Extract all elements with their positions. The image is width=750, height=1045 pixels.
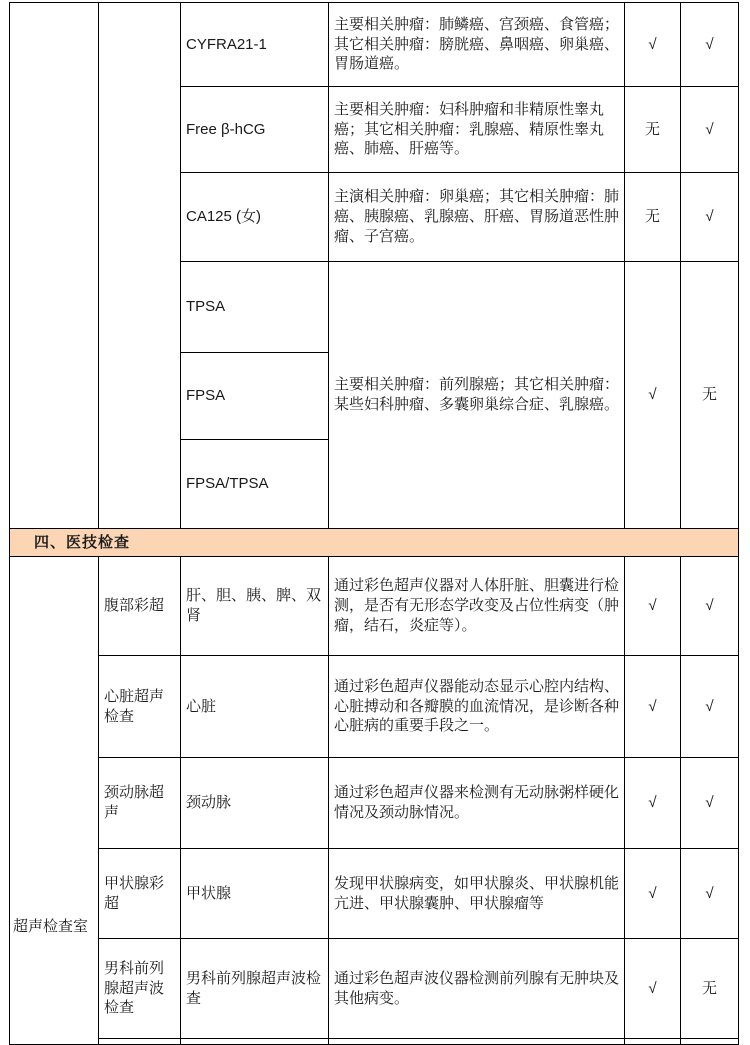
exam-item: 肝、胆、胰、脾、双肾: [181, 557, 329, 656]
exam-description: 通过彩色超声仪器来检测有无动脉粥样硬化情况及颈动脉情况。: [329, 758, 625, 849]
check-col-1: 无: [625, 173, 681, 262]
check-col-1: √: [625, 939, 681, 1039]
check-col-1: √: [625, 557, 681, 656]
exam-description: 发现甲状腺病变，如甲状腺炎、甲状腺机能亢进、甲状腺囊肿、甲状腺瘤等: [329, 849, 625, 939]
department-cell: [10, 557, 99, 1045]
exam-description-empty: [329, 1039, 625, 1045]
check-col-1: 无: [625, 87, 681, 173]
exam-item: 心脏: [181, 656, 329, 758]
check-col-1-empty: [625, 1039, 681, 1045]
table-row: [10, 939, 739, 1039]
check-col-2: 无: [681, 262, 739, 529]
dept-cell-empty: [10, 3, 99, 529]
exam-package-table: [9, 2, 739, 1045]
exam-category: 腹部彩超: [99, 557, 181, 656]
exam-description: 通过彩色超声仪器能动态显示心腔内结构、心脏搏动和各瓣膜的血流情况，是诊断各种心脏病的重要手段之一。: [329, 656, 625, 758]
test-description: 主演相关肿瘤：卵巢癌；其它相关肿瘤：肺癌、胰腺癌、乳腺癌、肝癌、胃肠道恶性肿瘤、子宫癌。: [329, 173, 625, 262]
exam-item: 颈动脉: [181, 758, 329, 849]
table-row: [10, 849, 739, 939]
category-cell-empty: [99, 3, 181, 529]
check-col-2: 无: [681, 939, 739, 1039]
test-name: CA125 (女): [181, 173, 329, 262]
exam-item-empty: [181, 1039, 329, 1045]
section-header-row: [10, 529, 739, 557]
test-description: 主要相关肿瘤：妇科肿瘤和非精原性睾丸癌；其它相关肿瘤：乳腺癌、精原性睾丸癌、肺癌、肝癌等。: [329, 87, 625, 173]
check-col-1: √: [625, 656, 681, 758]
table-row: [10, 3, 739, 87]
exam-description: 通过彩色超声波仪器检测前列腺有无肿块及其他病变。: [329, 939, 625, 1039]
test-name: Free β-hCG: [181, 87, 329, 173]
test-description: 主要相关肿瘤：前列腺癌；其它相关肿瘤：某些妇科肿瘤、多囊卵巢综合症、乳腺癌。: [329, 262, 625, 529]
exam-category-empty: [99, 1039, 181, 1045]
exam-category: 颈动脉超声: [99, 758, 181, 849]
test-name: CYFRA21-1: [181, 3, 329, 87]
check-col-2: √: [681, 849, 739, 939]
test-name: FPSA/TPSA: [181, 440, 329, 529]
document-page: [0, 2, 750, 1045]
exam-item: 男科前列腺超声波检查: [181, 939, 329, 1039]
table-row: [10, 758, 739, 849]
table-row-partial: [10, 1039, 739, 1045]
exam-description: 通过彩色超声仪器对人体肝脏、胆囊进行检测，是否有无形态学改变及占位性病变（肿瘤，结石，炎症等）。: [329, 557, 625, 656]
section-title: 四、医技检查: [10, 529, 739, 557]
check-col-2: √: [681, 656, 739, 758]
exam-category: 甲状腺彩超: [99, 849, 181, 939]
check-col-2: √: [681, 557, 739, 656]
test-name: TPSA: [181, 262, 329, 353]
check-col-2-empty: [681, 1039, 739, 1045]
table-row: [10, 656, 739, 758]
exam-category: 男科前列腺超声波检查: [99, 939, 181, 1039]
exam-category: 心脏超声检查: [99, 656, 181, 758]
department-label: 超声检查室: [13, 918, 89, 935]
exam-item: 甲状腺: [181, 849, 329, 939]
check-col-1: √: [625, 849, 681, 939]
test-name: FPSA: [181, 353, 329, 440]
check-col-2: √: [681, 3, 739, 87]
check-col-2: √: [681, 173, 739, 262]
table-row: [10, 557, 739, 656]
test-description: 主要相关肿瘤：肺鳞癌、宫颈癌、食管癌；其它相关肿瘤：膀胱癌、鼻咽癌、卵巢癌、胃肠道癌。: [329, 3, 625, 87]
check-col-2: √: [681, 758, 739, 849]
check-col-1: √: [625, 758, 681, 849]
check-col-1: √: [625, 3, 681, 87]
check-col-2: √: [681, 87, 739, 173]
check-col-1: √: [625, 262, 681, 529]
